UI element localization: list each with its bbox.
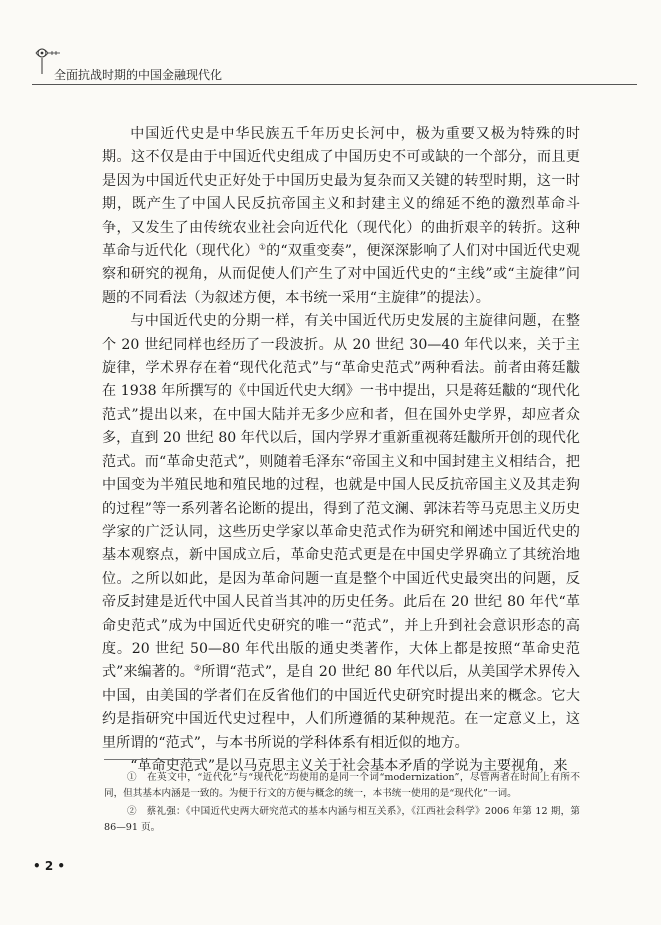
page-number: • 2 •	[33, 859, 66, 873]
body-text	[102, 123, 580, 778]
footnotes	[104, 770, 580, 838]
paragraph-1-part-a: 中国近代史是中华民族五千年历史长河中，极为重要又极为特殊的时期。这不仅是由于中国近代史组成了中国历史不可或缺的一个部分，而且更是因为中国近代史正好处于中国历史最为复杂而又关键的转型时期，这一时期，既产生了中国人民反抗帝国主义和封建主义的绵延不绝的激烈革命斗争，又发生了由传统农业社会向近代化（现代化）的曲折艰辛的转折。这种革命与近代化（现代化）	[102, 126, 580, 260]
footnote-2: ② 蔡礼强：《中国近代史两大研究范式的基本内涵与相互关系》，《江西社会科学》2006 年第 12 期，第 86—91 页。	[104, 806, 580, 833]
header-title: 全面抗战时期的中国金融现代化	[54, 68, 223, 82]
footnote-rule	[104, 759, 200, 760]
paragraph-1	[102, 123, 580, 310]
footnote-1: ① 在英文中，“近代化”与“现代化”均使用的是同一个词“modernization”，尽管两者在时间上有所不同，但其基本内涵是一致的。为便于行文的方便与概念的统一，本书统一使用的是“现代化”一词。	[104, 772, 580, 799]
paragraph-1-part-b: 的“双重变奏”，便深深影响了人们对中国近代史观察和研究的视角，从而促使人们产生了对中国近代史的“主线”或“主旋律”问题的不同看法（为叙述方便，本书统一采用“主旋律”的提法）。	[102, 243, 581, 306]
footnote-ref-2[interactable]: ②	[193, 663, 202, 673]
header-rule	[32, 84, 637, 85]
paragraph-3: “革命史范式”是以马克思主义关于社会基本矛盾的学说为主要视角，来	[130, 757, 568, 774]
footnote-ref-1[interactable]: ①	[258, 242, 267, 252]
paragraph-2	[102, 310, 580, 755]
paragraph-2-part-b: 所谓“范式”，是自 20 世纪 80 年代以后，从美国学术界传入中国，由美国的学者们在反省他们的中国近代史研究时提出来的概念。它大约是指研究中国近代史过程中，人们所遵循的某种规范。在一定意义上，这里所谓的“范式”，与本书所说的学科体系有相近似的地方。	[102, 664, 581, 751]
paragraph-2-part-a: 与中国近代史的分期一样，有关中国近代历史发展的主旋律问题，在整个 20 世纪同样也经历了一段波折。从 20 世纪 30—40 年代以来，关于主旋律，学术界存在着“现代化范式”与“革命史范式”两种看法。前者由蒋廷黻在 1938 年所撰写的《中国近代史大纲》一书中提出，只是蒋廷黻的“现代化范式”提出以来，在中国大陆并无多少应和者，但在国外史学界，却应者众多，直到 20 世纪 80 年代以后，国内学界才重新重视蒋廷黻所开创的现代化范式。而“革命史范式”，则随着毛泽东“帝国主义和中国封建主义相结合，把中国变为半殖民地和殖民地的过程，也就是中国人民反抗帝国主义及其走狗的过程”等一系列著名论断的提出，得到了范文澜、郭沫若等马克思主义历史学家的广泛认同，这些历史学家以革命史范式作为研究和阐述中国近代史的基本观察点，新中国成立后，革命史范式更是在中国史学界确立了其统治地位。之所以如此，是因为革命问题一直是整个中国近代史最突出的问题，反帝反封建是近代中国人民首当其冲的历史任务。此后在 20 世纪 80 年代“革命史范式”成为中国近代史研究的唯一“范式”，并上升到社会意识形态的高度。20 世纪 50—80 年代出版的通史类著作，大体上都是按照“革命史范式”来编著的。	[102, 313, 580, 681]
